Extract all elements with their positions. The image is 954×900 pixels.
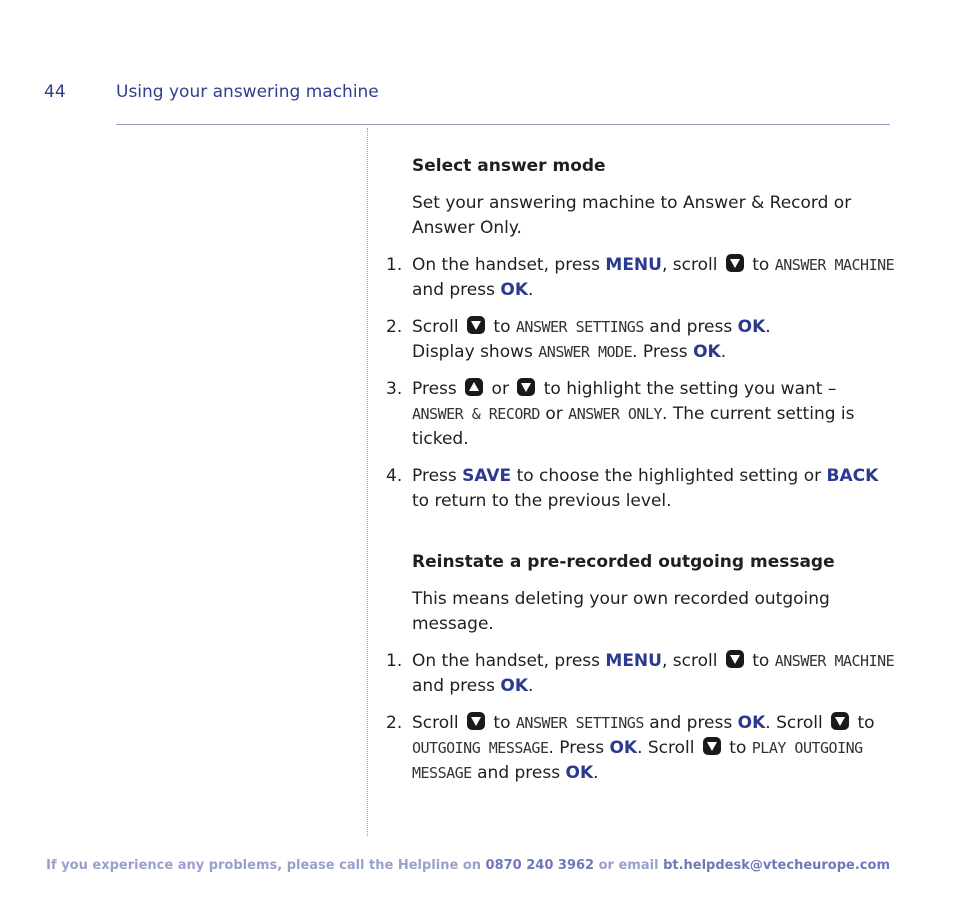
step-text: . [765, 317, 771, 337]
key-label: BACK [826, 466, 879, 486]
step-text: and press [643, 713, 738, 733]
key-label: MENU [605, 255, 662, 275]
key-label: OK [565, 763, 594, 783]
display-text: ANSWER SETTINGS [515, 318, 644, 336]
step-text: , scroll [661, 651, 723, 671]
step-text: . [528, 676, 534, 696]
key-label: SAVE [462, 466, 512, 486]
step-item [386, 464, 896, 514]
step-text: . Scroll [637, 738, 700, 758]
step-number: 1. [386, 255, 403, 275]
step-item [386, 711, 896, 786]
step-number: 4. [386, 466, 403, 486]
steps-list [386, 253, 896, 514]
display-text: ANSWER MACHINE [774, 256, 895, 274]
down-triangle-icon [725, 649, 745, 669]
step-text: to choose the highlighted setting or [511, 466, 827, 486]
step-text: On the handset, press [412, 255, 606, 275]
key-label: OK [609, 738, 638, 758]
display-text: ANSWER & RECORD [412, 405, 540, 423]
helpline-phone: 0870 240 3962 [485, 858, 595, 873]
down-triangle-icon [725, 253, 745, 273]
step-text: and press [412, 280, 501, 300]
down-triangle-icon [466, 315, 486, 335]
helpdesk-email[interactable]: bt.helpdesk@vtecheurope.com [663, 858, 890, 873]
step-number: 2. [386, 317, 403, 337]
step-text: to [746, 651, 775, 671]
step-text: . [528, 280, 534, 300]
step-text: to return to the previous level. [412, 491, 672, 511]
step-text: Display shows [412, 342, 539, 362]
key-label: OK [737, 713, 766, 733]
header-rule [116, 124, 890, 125]
step-text: . Press [632, 342, 694, 362]
display-text: ANSWER ONLY [568, 405, 663, 423]
step-text: . Scroll [765, 713, 829, 733]
step-text: and press [471, 763, 566, 783]
step-item [386, 377, 896, 452]
key-label: OK [500, 676, 528, 696]
up-triangle-icon [464, 377, 484, 397]
footer-text: If you experience any problems, please call the Helpline on [46, 858, 486, 873]
step-text: Press [412, 379, 463, 399]
page-title: Using your answering machine [116, 82, 379, 102]
display-text: OUTGOING MESSAGE [412, 739, 549, 757]
step-text: or [486, 379, 515, 399]
footer-text: or email [594, 858, 664, 873]
section-intro: This means deleting your own recorded outgoing message. [412, 589, 830, 634]
down-triangle-icon [466, 711, 486, 731]
step-item [386, 649, 896, 699]
down-triangle-icon [702, 736, 722, 756]
step-text: Scroll [412, 317, 465, 337]
step-text: . [593, 763, 599, 783]
step-text: or [539, 404, 569, 424]
step-number: 2. [386, 713, 403, 733]
section-heading: Select answer mode [412, 156, 606, 176]
section-intro: Set your answering machine to Answer & Record or Answer Only. [412, 193, 852, 238]
step-text: On the handset, press [412, 651, 606, 671]
display-text: ANSWER MODE [538, 343, 633, 361]
step-text: . The current setting is ticked. [412, 404, 855, 449]
step-text: and press [643, 317, 738, 337]
steps-list [386, 649, 896, 786]
step-number: 3. [386, 379, 403, 399]
down-triangle-icon [830, 711, 850, 731]
key-label: OK [737, 317, 766, 337]
key-label: MENU [605, 651, 662, 671]
step-text: to [723, 738, 752, 758]
step-text: . Press [548, 738, 610, 758]
section-select-answer-mode [386, 154, 896, 514]
section-heading: Reinstate a pre-recorded outgoing message [412, 552, 835, 572]
step-text: Scroll [412, 713, 465, 733]
step-text: . [720, 342, 727, 362]
display-text: PLAY OUTGOING MESSAGE [412, 739, 863, 782]
display-text: ANSWER MACHINE [774, 652, 895, 670]
step-number: 1. [386, 651, 403, 671]
main-content [386, 154, 896, 798]
step-text: Press [412, 466, 463, 486]
step-text: to [488, 317, 516, 337]
step-text: and press [412, 676, 501, 696]
step-item [386, 315, 896, 365]
step-text: to [746, 255, 775, 275]
key-label: OK [500, 280, 528, 300]
step-item [386, 253, 896, 303]
step-text: , scroll [661, 255, 723, 275]
footer-helpline [0, 858, 890, 873]
column-divider [367, 128, 368, 836]
step-text: to highlight the setting you want – [538, 379, 837, 399]
step-text: to [852, 713, 875, 733]
down-triangle-icon [516, 377, 536, 397]
step-text: to [488, 713, 516, 733]
display-text: ANSWER SETTINGS [515, 714, 644, 732]
section-reinstate-message [386, 550, 896, 786]
key-label: OK [693, 342, 721, 362]
page-number: 44 [44, 82, 66, 102]
